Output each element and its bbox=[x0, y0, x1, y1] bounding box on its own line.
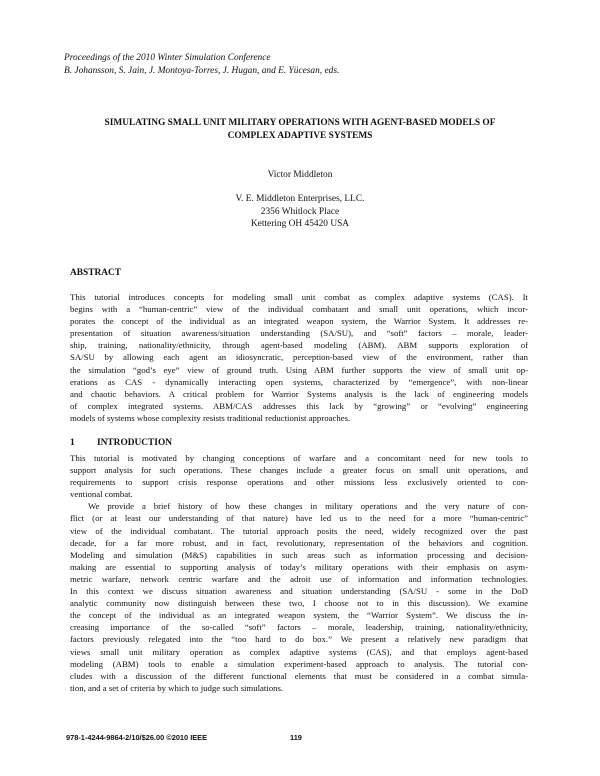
intro-line: requirements to support crisis response operations and other missions less exclusively oriented to con- bbox=[70, 477, 528, 488]
abstract-line: the simulation “god’s eye” view of ground truth. Using ABM further supports the view of small unit op- bbox=[70, 364, 528, 375]
intro-line: This tutorial is motivated by changing conceptions of warfare and a concomitant need for new tools to bbox=[70, 453, 528, 463]
abstract-line: of complex integrated systems. ABM/CAS addresses this lack by “growing” or “evolving” engineering bbox=[70, 400, 528, 411]
intro-line: creasing importance of the so-called “soft” factors – morale, leadership, training, nationality/ethnicity, bbox=[70, 622, 528, 633]
section-heading-introduction bbox=[70, 437, 470, 450]
intro-line: In this context we discuss situation awareness and situation understanding (SA/SU - some in the DoD bbox=[70, 586, 528, 597]
affiliation-org: V. E. Middleton Enterprises, LLC. bbox=[235, 194, 365, 204]
intro-line: analytic community now distinguish between these two, I choose not to in this discussion). We examine bbox=[70, 598, 528, 609]
paper-title-line-1: SIMULATING SMALL UNIT MILITARY OPERATIONS WITH AGENT-BASED MODELS OF bbox=[104, 118, 496, 128]
intro-line: cludes with a discussion of the different functional elements that must be considered in a combat simula- bbox=[70, 670, 528, 681]
paper-title-line-2: COMPLEX ADAPTIVE SYSTEMS bbox=[227, 130, 373, 141]
affiliation-street: 2356 Whitlock Place bbox=[260, 206, 340, 217]
proceedings-title: Proceedings of the 2010 Winter Simulation Conference bbox=[64, 53, 271, 63]
abstract-line: begins with a “human-centric” view of the individual combatant and small unit operations, which incor- bbox=[70, 304, 528, 315]
intro-line: making are essential to supporting analysis of today’s military operations with their emphasis on asym- bbox=[70, 561, 528, 572]
intro-line: Modeling and simulation (M&S) capabilities in such areas such as information processing and decision- bbox=[70, 549, 528, 560]
intro-line: flict (or at least our understanding of that nature) have led us to the need for a more “human-centric” bbox=[70, 513, 528, 524]
intro-line: modeling (ABM) tools to enable a simulation experiment-based approach to analysis. The tutorial con- bbox=[70, 658, 528, 669]
footer-isbn: 978-1-4244-9864-2/10/$26.00 ©2010 IEEE bbox=[66, 733, 208, 742]
author-name: Victor Middleton bbox=[267, 170, 333, 180]
intro-line: tion, and a set of criteria by which to judge such simulations. bbox=[70, 682, 284, 693]
page-number: 119 bbox=[290, 733, 302, 742]
section-title: INTRODUCTION bbox=[97, 438, 173, 448]
intro-line: the concept of the individual as an integrated weapon system, the “Warrior System”. We discuss the in- bbox=[70, 610, 528, 621]
intro-line: support analysis for such operations. These changes include a greater focus on small unit operations, and bbox=[70, 465, 528, 476]
paper-title bbox=[64, 117, 536, 142]
abstract-line: models of systems whose complexity resists traditional reductionist approaches. bbox=[70, 412, 351, 423]
proceedings-header bbox=[64, 52, 544, 77]
intro-paragraph-2 bbox=[70, 500, 528, 694]
intro-line: We provide a brief history of how these changes in military operations and the very nature of con- bbox=[88, 501, 528, 512]
abstract-body bbox=[70, 291, 528, 424]
intro-line: decade, for a far more robust, and in fact, revolutionary, representation of the behaviors and cognition. bbox=[70, 537, 528, 548]
intro-line: metric warfare, network centric warfare and the adroit use of information and information technologies. bbox=[70, 573, 528, 584]
abstract-line: ship, training, nationality/ethnicity, through agent-based modeling (ABM). ABM supports exploration of bbox=[70, 340, 528, 351]
abstract-line: SA/SU by allowing each agent an idiosyncratic, perception-based view of the environment, rather than bbox=[70, 352, 528, 363]
intro-paragraph-1 bbox=[70, 452, 528, 500]
abstract-line: This tutorial introduces concepts for modeling small unit combat as complex adaptive systems (CAS). It bbox=[70, 292, 528, 302]
abstract-line: presentation of situation awareness/situation understanding (SA/SU), and “soft” factors – morale, leader- bbox=[70, 328, 528, 339]
introduction-body bbox=[70, 452, 528, 694]
abstract-line: porates the concept of the individual as an integrated weapon system, the Warrior System. It addresses re- bbox=[70, 316, 528, 327]
intro-line: views small unit military operation as complex adaptive systems (CAS), and that employs agent-based bbox=[70, 646, 528, 657]
intro-line: view of the individual combatant. The tutorial approach posits the need, widely recognized over the past bbox=[70, 525, 528, 536]
abstract-line: erations as CAS - dynamically interacting open systems, characterized by “emergence”, with non-linear bbox=[70, 376, 528, 387]
section-number: 1 bbox=[70, 438, 75, 448]
intro-line: factors previously relegated into the “too hard to do box.” We present a relatively new paradigm that bbox=[70, 634, 528, 645]
abstract-heading: ABSTRACT bbox=[70, 268, 122, 278]
abstract-line: and chaotic behaviors. A critical problem for Warrior Systems analysis is the lack of engineering models bbox=[70, 388, 528, 399]
proceedings-editors: B. Johansson, S. Jain, J. Montoya-Torres, J. Hugan, and E. Yücesan, eds. bbox=[64, 65, 340, 76]
affiliation-city: Kettering OH 45420 USA bbox=[250, 219, 350, 229]
intro-line: ventional combat. bbox=[70, 489, 133, 500]
author-affiliation bbox=[64, 193, 536, 231]
